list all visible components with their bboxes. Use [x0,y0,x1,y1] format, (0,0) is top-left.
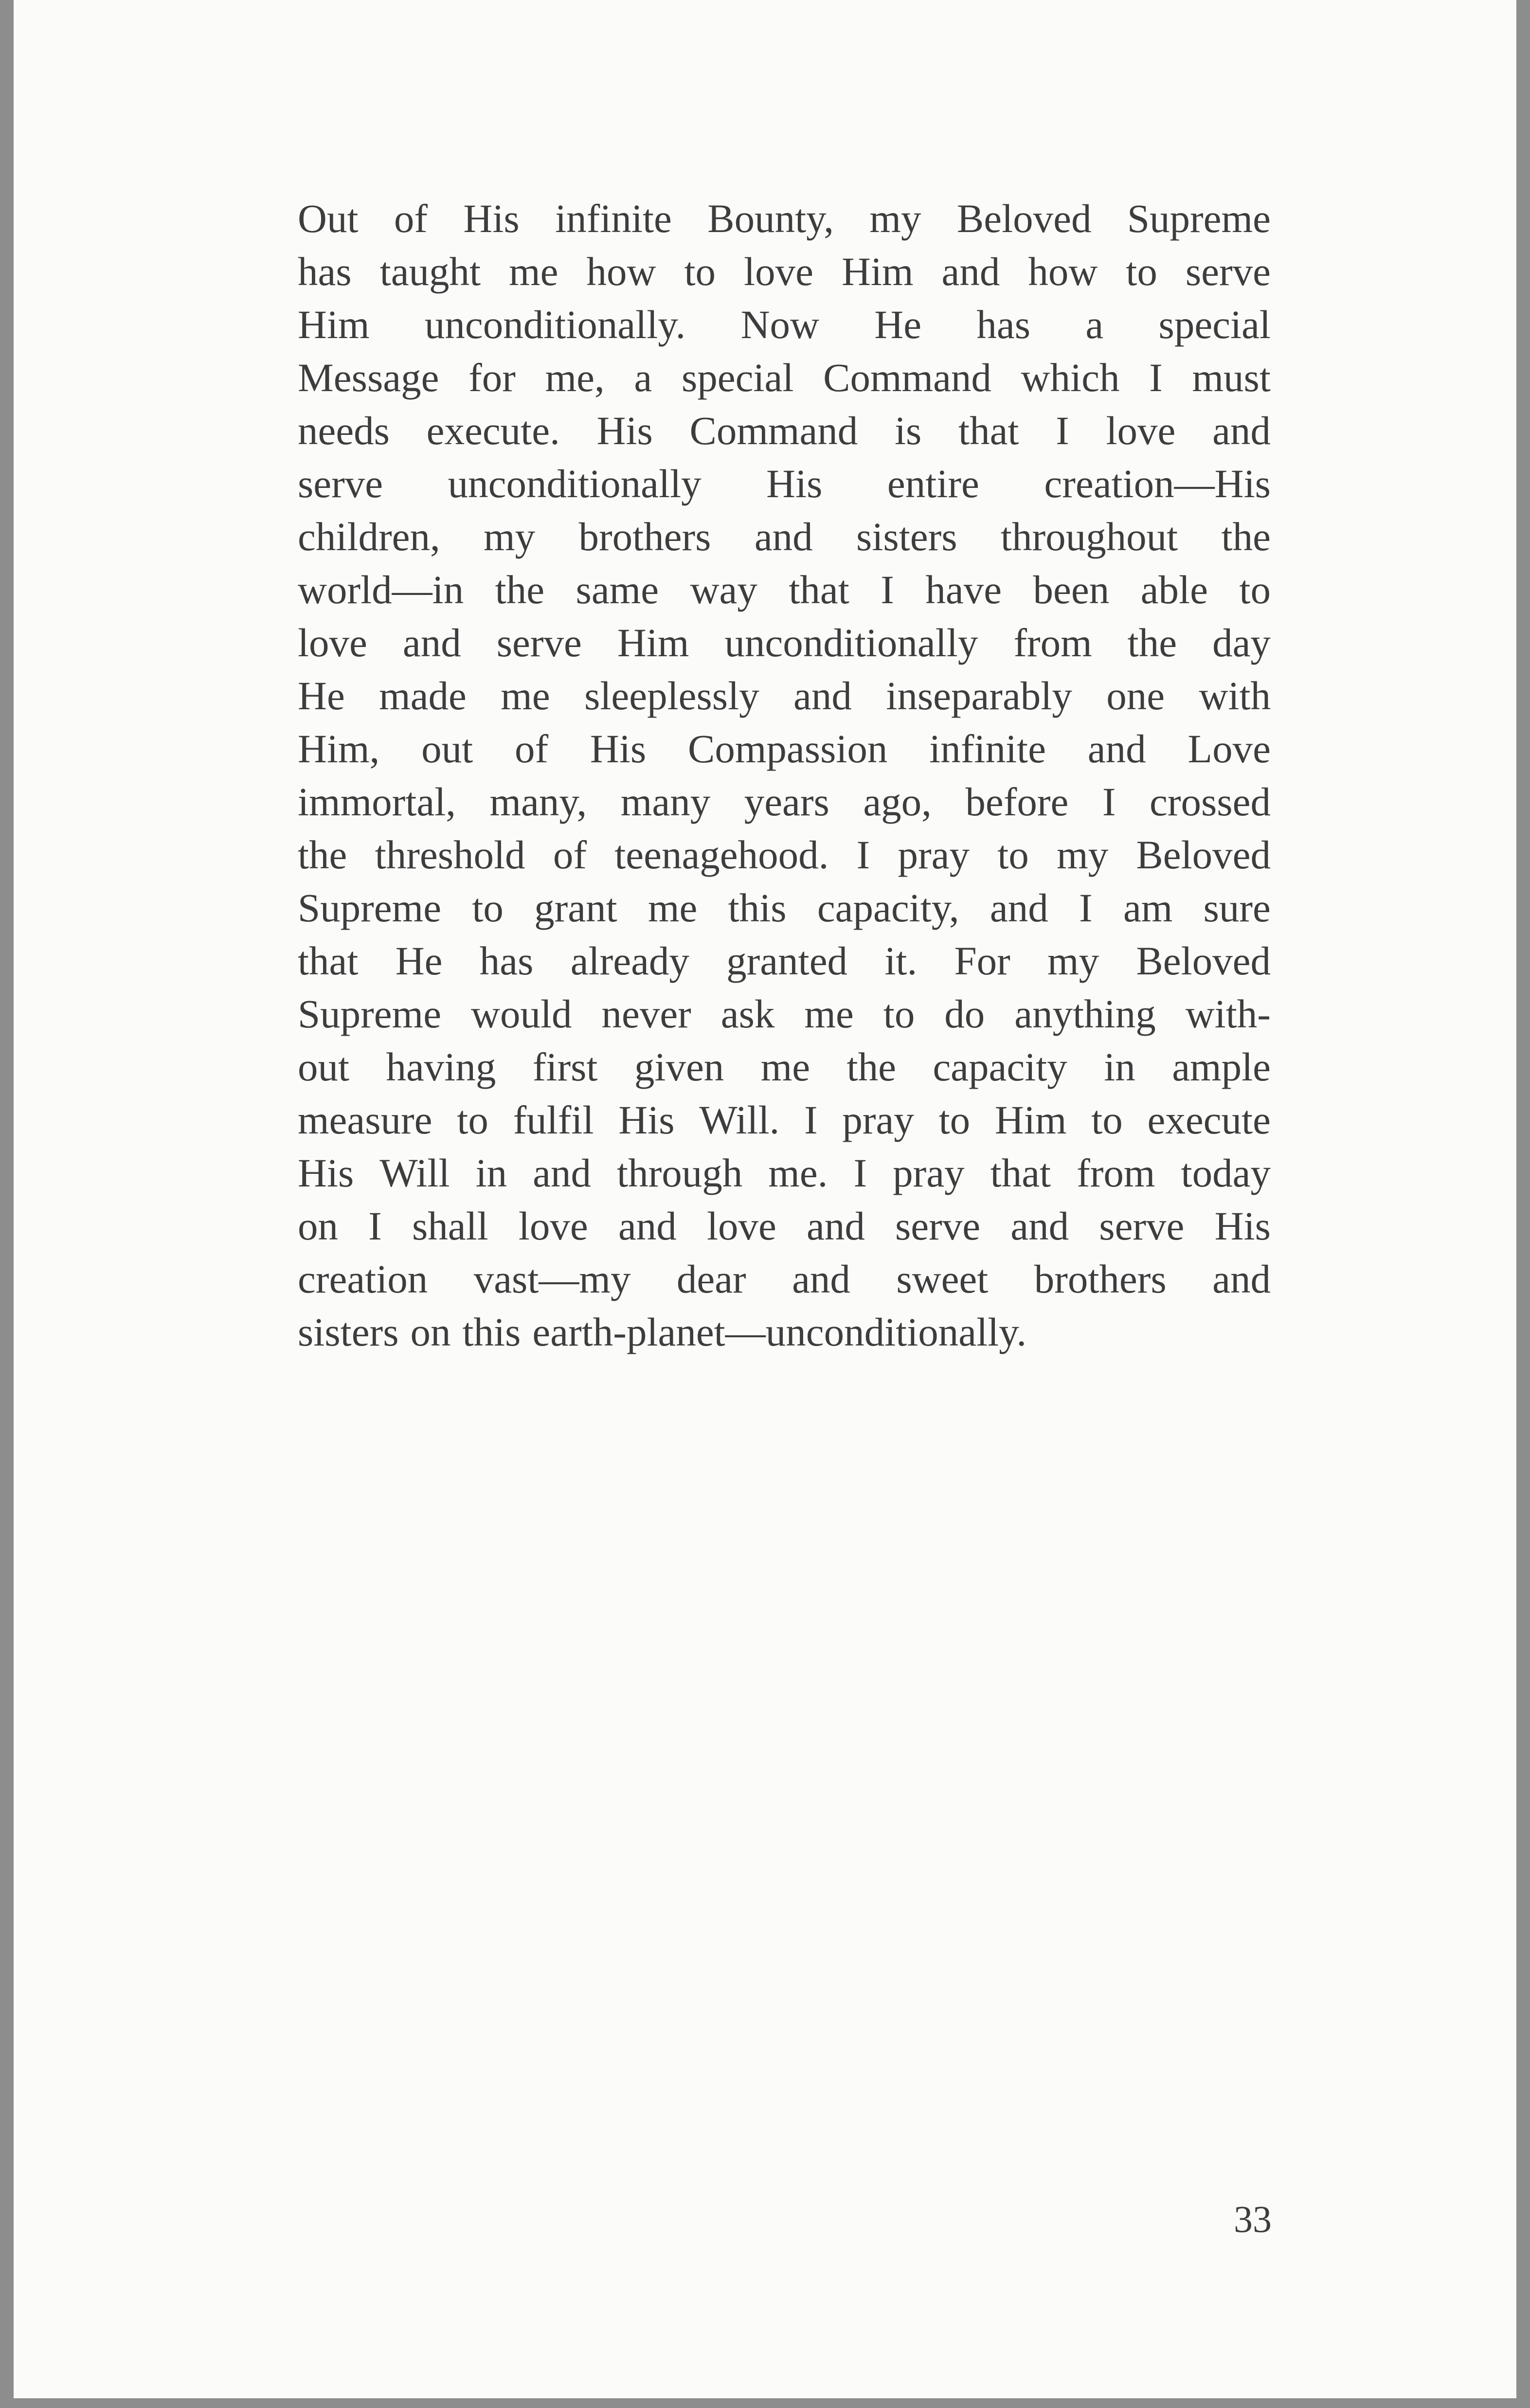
word: with [1199,673,1271,718]
word: Bounty, [707,196,834,241]
word: Will [379,1150,450,1195]
word: and [793,673,852,718]
word: to [684,249,716,294]
word: to [1126,249,1157,294]
word: crossed [1150,779,1271,824]
text-line [298,351,1271,404]
text-line [298,1147,1271,1200]
word: He [874,302,922,347]
word: threshold [375,832,525,877]
word: love [518,1204,588,1248]
scan-border-right [1516,0,1530,2408]
word: able [1140,567,1208,612]
word: has [298,249,352,294]
word: love [1106,408,1176,453]
word: vast—my [473,1257,631,1301]
word: Him [298,302,370,347]
word: and [402,620,461,665]
word: on [298,1204,338,1248]
word: my [484,514,536,559]
word: in [1104,1044,1135,1089]
word: serve [298,461,383,506]
word: brothers [578,514,711,559]
word: of [514,726,549,771]
word: creation—His [1044,461,1271,506]
word: creation [298,1257,428,1301]
word: given [634,1044,724,1089]
word: Him [617,620,689,665]
word: I [881,567,894,612]
word: children, [298,514,440,559]
text-line [298,245,1271,298]
word: taught [379,249,481,294]
scan-border-bottom [0,2398,1530,2408]
word: grant [534,885,617,930]
text-line [298,775,1271,828]
word: to [457,1097,488,1142]
word: love [298,620,367,665]
word: me [509,249,558,294]
word: this [728,885,787,930]
word: been [1033,567,1110,612]
word: for [468,355,516,400]
text-line [298,1306,1271,1359]
word: and [1087,726,1146,771]
word: having [386,1044,496,1089]
word: that [958,408,1019,453]
word: Supreme [1127,196,1271,241]
word: serve [1099,1204,1185,1248]
word: sweet [896,1257,989,1301]
page-number: 33 [1234,2198,1272,2240]
word: serve [895,1204,981,1248]
word: unconditionally [448,461,702,506]
word: this [462,1310,521,1354]
text-line [298,934,1271,988]
word: my [1047,938,1099,983]
text-line [298,616,1271,669]
word: ample [1172,1044,1271,1089]
word: has [479,938,534,983]
word: serve [1185,249,1271,294]
text-line [298,828,1271,881]
word: shall [412,1204,488,1248]
word: from [1077,1150,1155,1195]
text-line [298,510,1271,563]
text-line [298,192,1271,245]
word: sleeplessly [584,673,759,718]
word: out [421,726,473,771]
word: a [634,355,652,400]
word: dear [676,1257,746,1301]
word: I [853,1150,867,1195]
word: that [789,567,849,612]
word: before [965,779,1069,824]
word: and [1212,1257,1271,1301]
word: brothers [1034,1257,1167,1301]
word: love [706,1204,776,1248]
word: and [754,514,813,559]
word: teenagehood. [614,832,829,877]
word: I [1149,355,1163,400]
word: me [648,885,698,930]
body-paragraph [298,192,1271,1359]
word: fulfil [513,1097,594,1142]
word: many [620,779,711,824]
word: and [1212,408,1271,453]
word: ago, [863,779,932,824]
word: His [590,726,647,771]
word: never [601,991,691,1036]
word: His [298,1150,354,1195]
word: way [690,567,757,612]
word: already [570,938,689,983]
word: and [807,1204,865,1248]
word: measure [298,1097,432,1142]
word: throughout [1000,514,1178,559]
word: He [395,938,443,983]
word: special [681,355,794,400]
text-line [298,563,1271,616]
word: He [298,673,345,718]
word: the [298,832,347,877]
word: with- [1185,991,1271,1036]
text-line [298,1253,1271,1306]
word: ask [720,991,775,1036]
text-line [298,1041,1271,1094]
word: from [1013,620,1092,665]
word: it. [884,938,918,983]
text-line [298,1094,1271,1147]
word: pray [842,1097,914,1142]
word: Now [740,302,819,347]
word: me [804,991,854,1036]
word: of [394,196,428,241]
word: me [501,673,550,718]
word: earth-planet—unconditionally. [532,1310,1027,1354]
word: out [298,1044,350,1089]
word: anything [1014,991,1156,1036]
word: Him [841,249,914,294]
text-line [298,298,1271,351]
word: which [1021,355,1120,400]
word: Compassion [688,726,888,771]
word: I [368,1204,382,1248]
word: day [1212,620,1271,665]
word: sure [1203,885,1271,930]
word: made [379,673,467,718]
word: through [617,1150,743,1195]
word: His [463,196,520,241]
word: infinite [555,196,672,241]
word: granted [726,938,848,983]
word: Out [298,196,359,241]
word: Beloved [1136,938,1271,983]
word: Him, [298,726,380,771]
word: world—in [298,567,464,612]
word: that [298,938,359,983]
word: pray [898,832,970,877]
text-line [298,669,1271,722]
word: a [1085,302,1104,347]
word: unconditionally [724,620,978,665]
word: Beloved [1136,832,1271,877]
word: Supreme [298,991,442,1036]
word: have [925,567,1002,612]
word: how [586,249,656,294]
word: and [792,1257,850,1301]
word: me [760,1044,810,1089]
word: I [804,1097,818,1142]
word: would [471,991,572,1036]
word: Will. [699,1097,780,1142]
word: Command [689,408,858,453]
word: I [856,832,870,877]
word: sisters [856,514,957,559]
word: needs [298,408,390,453]
word: Love [1188,726,1271,771]
word: His [618,1097,675,1142]
word: the [1221,514,1271,559]
word: sisters [298,1310,399,1354]
word: am [1123,885,1173,930]
word: immortal, [298,779,456,824]
word: is [894,408,922,453]
word: the [846,1044,896,1089]
word: and [533,1150,592,1195]
word: on [410,1310,451,1354]
word: serve [496,620,582,665]
word: me. [768,1150,828,1195]
word: how [1028,249,1098,294]
word: my [1057,832,1109,877]
word: in [475,1150,507,1195]
scan-border-left [0,0,14,2408]
word: to [883,991,915,1036]
text-line [298,457,1271,510]
word: Him [994,1097,1067,1142]
word: my [869,196,921,241]
word: execute [1147,1097,1271,1142]
word: I [1102,779,1116,824]
word: that [990,1150,1051,1195]
word: I [1079,885,1093,930]
word: me, [545,355,605,400]
word: I [1056,408,1069,453]
word: and [618,1204,677,1248]
word: pray [893,1150,965,1195]
word: His [1214,1204,1271,1248]
word: unconditionally. [424,302,686,347]
word: execute. [426,408,560,453]
word: Beloved [956,196,1092,241]
word: the [495,567,545,612]
word: capacity [933,1044,1067,1089]
word: infinite [929,726,1046,771]
word: to [997,832,1029,877]
word: one [1106,673,1165,718]
word: to [938,1097,971,1142]
word: to [472,885,504,930]
word: years [744,779,829,824]
word: same [576,567,659,612]
text-line [298,404,1271,457]
text-line [298,722,1271,775]
word: to [1239,567,1271,612]
word: do [944,991,985,1036]
word: the [1127,620,1177,665]
word: first [532,1044,598,1089]
word: For [954,938,1010,983]
word: to [1091,1097,1123,1142]
word: His [596,408,653,453]
word: special [1158,302,1271,347]
word: must [1192,355,1271,400]
word: love [744,249,813,294]
text-line [298,881,1271,934]
word: today [1181,1150,1271,1195]
word: entire [887,461,979,506]
word: Message [298,355,439,400]
word: Command [823,355,991,400]
word: of [553,832,587,877]
word: and [941,249,1000,294]
word: His [766,461,823,506]
word: Supreme [298,885,442,930]
word: inseparably [886,673,1072,718]
word: and [1010,1204,1069,1248]
word: capacity, [817,885,959,930]
word: many, [489,779,587,824]
text-line [298,988,1271,1041]
word: has [976,302,1031,347]
word: and [990,885,1048,930]
text-line [298,1200,1271,1253]
